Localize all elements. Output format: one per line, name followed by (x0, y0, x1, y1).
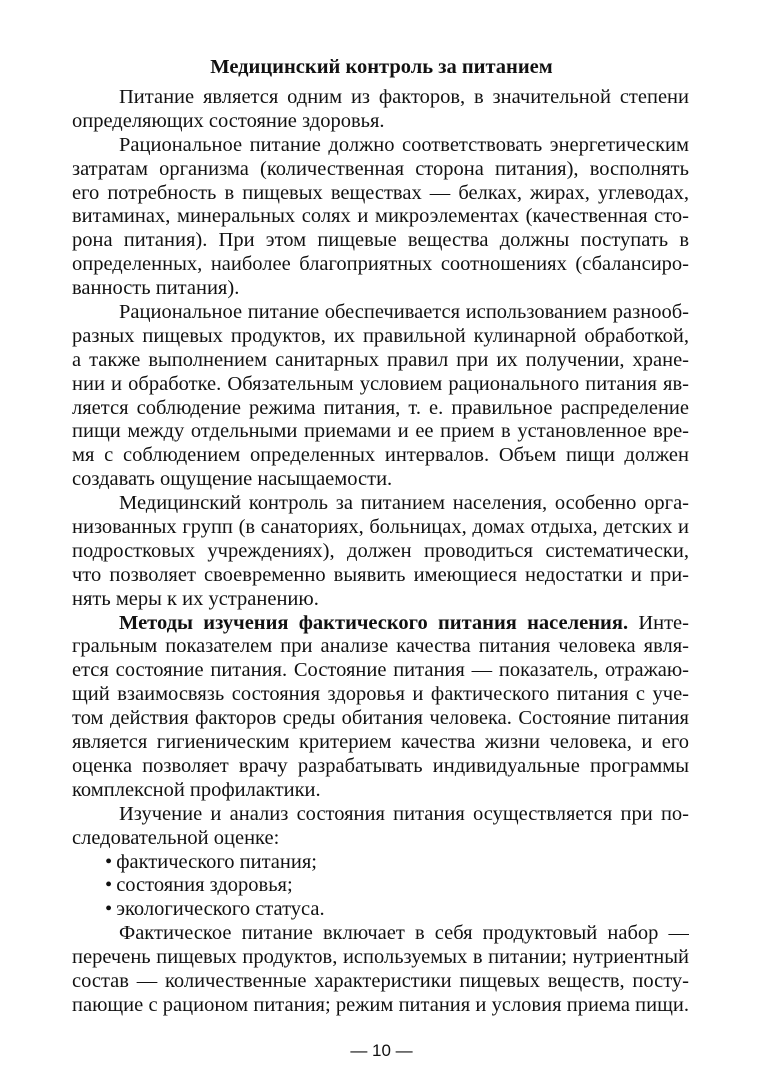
paragraph-1 (72, 86, 689, 134)
document-body (72, 86, 689, 1018)
text-line: пающие с рационом питания; режим питания и условия приема пищи. (72, 993, 689, 1016)
heading-line-rest: Инте- (628, 611, 689, 634)
text-line: следовательной оценке: (72, 826, 280, 849)
paragraph-8 (72, 922, 689, 1018)
text-line: состав — количественные характеристики пищевых веществ, посту- (72, 969, 689, 992)
text-line: Рациональное питание обеспечивается использованием разнооб- (119, 301, 689, 324)
text-line: ляется соблюдение режима питания, т. е. правильное распределение (72, 396, 689, 419)
text-line: витаминах, минеральных солях и микроэлементах (качественная сто- (72, 205, 689, 228)
text-line: низованных групп (в санаториях, больницах, домах отдыха, детских и (72, 516, 689, 539)
text-line: пищи между отдельными приемами и ее прием в установленное вре- (72, 420, 689, 443)
text-line: что позволяет своевременно выявить имеющиеся недостатки и при- (72, 563, 689, 586)
bullet-icon: • (105, 850, 113, 873)
text-line: разных пищевых продуктов, их правильной кулинарной обработкой, (72, 324, 689, 347)
list-item-text: фактического питания; (116, 850, 317, 873)
text-line: оценка позволяет врачу разрабатывать индивидуальные программы (72, 754, 689, 777)
page-title: Медицинский контроль за питанием (210, 56, 553, 78)
text-line: Фактическое питание включает в себя продуктовый набор — (119, 922, 689, 945)
list-item-text: состояния здоровья; (116, 874, 293, 897)
text-line: гральным показателем при анализе качества питания человека явля- (72, 635, 689, 658)
text-line: Рациональное питание должно соответствовать энергетическим (119, 133, 689, 156)
paragraph-3 (72, 301, 689, 492)
text-line: создавать ощущение насыщаемости. (72, 468, 393, 491)
paragraph-2 (72, 134, 689, 301)
text-line: а также выполнением санитарных правил при их получении, хране- (72, 348, 689, 371)
text-line: затратам организма (количественная сторона питания), восполнять (72, 157, 689, 180)
text-line: том действия факторов среды обитания человека. Состояние питания (72, 707, 689, 730)
text-line: является гигиеническим критерием качества жизни человека, и его (72, 731, 689, 754)
text-line: подростковых учреждениях), должен проводиться систематически, (72, 539, 689, 562)
bullet-icon: • (105, 874, 113, 897)
text-line: перечень пищевых продуктов, используемых в питании; нутриентный (72, 946, 689, 969)
text-line: Изучение и анализ состояния питания осуществляется при по- (119, 802, 689, 825)
text-line: комплексной профилактики. (72, 778, 321, 801)
text-line: Питание является одним из факторов, в значительной степени (119, 86, 689, 108)
list-item (72, 874, 689, 898)
text-line: его потребность в пищевых веществах — белках, жирах, углеводах, (72, 181, 689, 204)
text-line: рона питания). При этом пищевые вещества должны поступать в (72, 229, 689, 252)
section-heading: Методы изучения фактического питания населения. (119, 611, 629, 634)
list-item (72, 851, 689, 875)
text-line: определенных, наиболее благоприятных соотношениях (сбалансиро- (72, 253, 689, 276)
paragraph-4 (72, 492, 689, 611)
paragraph-6 (72, 803, 689, 851)
bullet-list (72, 851, 689, 923)
list-item-text: экологического статуса. (116, 898, 325, 921)
text-line: мя с соблюдением определенных интервалов. Объем пищи должен (72, 444, 689, 467)
text-line: нии и обработке. Обязательным условием рационального питания яв- (72, 372, 689, 395)
text-line (72, 612, 689, 636)
paragraph-5 (72, 612, 689, 803)
text-line: ется состояние питания. Состояние питания — показатель, отражаю- (72, 659, 689, 682)
list-item (72, 898, 689, 922)
page-number: — 10 — (350, 1041, 413, 1060)
text-line: Медицинский контроль за питанием населения, особенно орга- (119, 492, 689, 515)
text-line: нять меры к их устранению. (72, 587, 319, 610)
text-line: щий взаимосвязь состояния здоровья и фактического питания с уче- (72, 683, 689, 706)
bullet-icon: • (105, 898, 113, 921)
text-line: определяющих состояние здоровья. (72, 109, 385, 132)
text-line: ванность питания). (72, 277, 240, 300)
